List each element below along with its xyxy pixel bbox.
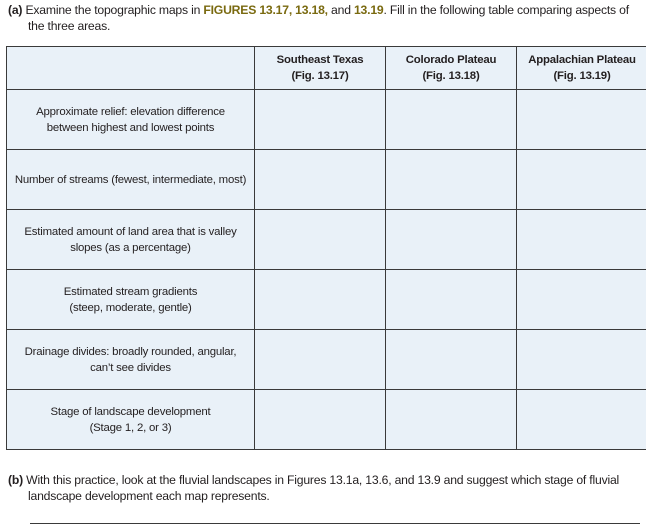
- table-row: [7, 150, 646, 210]
- column-header-colorado-plateau: [386, 47, 517, 90]
- answer-cell[interactable]: [255, 150, 386, 210]
- row-label-line1: Number of streams (fewest, intermediate, most): [14, 173, 247, 186]
- row-label-line2: (Stage 1, 2, or 3): [89, 421, 172, 434]
- table-row: [7, 270, 646, 330]
- row-header-valley-slopes: [7, 210, 255, 270]
- column-name: Colorado Plateau: [405, 54, 497, 66]
- question-a-text-before: Examine the topographic maps in: [25, 3, 204, 17]
- question-a-figure-refs: FIGURES 13.17, 13.18,: [203, 3, 328, 17]
- column-name: Southeast Texas: [276, 54, 364, 66]
- column-header-appalachian-plateau: [517, 47, 646, 90]
- answer-cell[interactable]: [255, 90, 386, 150]
- question-a-label: (a): [8, 3, 23, 17]
- answer-cell[interactable]: [255, 390, 386, 450]
- table-row: [7, 210, 646, 270]
- row-header-drainage-divides: [7, 330, 255, 390]
- row-label-line1: Approximate relief: elevation difference: [36, 105, 225, 118]
- answer-cell[interactable]: [517, 270, 646, 330]
- answer-cell[interactable]: [517, 150, 646, 210]
- row-label-line2: can’t see divides: [90, 361, 171, 374]
- question-a-line2: the three areas.: [28, 19, 111, 33]
- table-row: [7, 390, 646, 450]
- column-fig: (Fig. 13.18): [422, 70, 480, 82]
- answer-cell[interactable]: [255, 330, 386, 390]
- table-row: [7, 90, 646, 150]
- answer-cell[interactable]: [517, 390, 646, 450]
- question-b-label: (b): [8, 473, 23, 487]
- column-name: Appalachian Plateau: [528, 54, 636, 66]
- question-a-text-and: and: [327, 3, 354, 17]
- question-a: [8, 2, 638, 34]
- row-label-line2: slopes (as a percentage): [70, 241, 191, 254]
- row-header-stream-gradients: [7, 270, 255, 330]
- column-header-southeast-texas: [255, 47, 386, 90]
- row-label-line1: Estimated amount of land area that is valley: [24, 225, 237, 238]
- answer-cell[interactable]: [255, 270, 386, 330]
- row-header-number-of-streams: [7, 150, 255, 210]
- row-header-relief: [7, 90, 255, 150]
- column-fig: (Fig. 13.17): [291, 70, 349, 82]
- answer-cell[interactable]: [386, 150, 517, 210]
- table-corner-cell: [7, 47, 255, 90]
- row-label-line1: Estimated stream gradients: [63, 285, 198, 298]
- answer-cell[interactable]: [386, 330, 517, 390]
- table-header-row: [7, 47, 646, 90]
- answer-cell[interactable]: [386, 270, 517, 330]
- answer-cell[interactable]: [255, 210, 386, 270]
- answer-cell[interactable]: [517, 330, 646, 390]
- question-a-figure-ref-last: 13.19: [353, 3, 384, 17]
- row-label-line1: Stage of landscape development: [50, 405, 211, 418]
- question-b-line2: landscape development each map represents.: [28, 489, 270, 503]
- row-label-line2: (steep, moderate, gentle): [69, 301, 192, 314]
- row-label-line1: Drainage divides: broadly rounded, angular,: [24, 345, 237, 358]
- answer-cell[interactable]: [386, 90, 517, 150]
- answer-cell[interactable]: [386, 390, 517, 450]
- question-b-line1: With this practice, look at the fluvial landscapes in Figures 13.1a, 13.6, and 13.9 and suggest which stage of fluvial: [26, 473, 620, 487]
- row-header-stage: [7, 390, 255, 450]
- answer-cell[interactable]: [517, 210, 646, 270]
- table-row: [7, 330, 646, 390]
- question-a-text-after: . Fill in the following table comparing aspects of: [383, 3, 629, 17]
- answer-cell[interactable]: [517, 90, 646, 150]
- question-b: [8, 472, 638, 504]
- answer-cell[interactable]: [386, 210, 517, 270]
- answer-line[interactable]: [30, 523, 640, 524]
- column-fig: (Fig. 13.19): [553, 70, 611, 82]
- row-label-line2: between highest and lowest points: [46, 121, 215, 134]
- comparison-table: [6, 46, 646, 450]
